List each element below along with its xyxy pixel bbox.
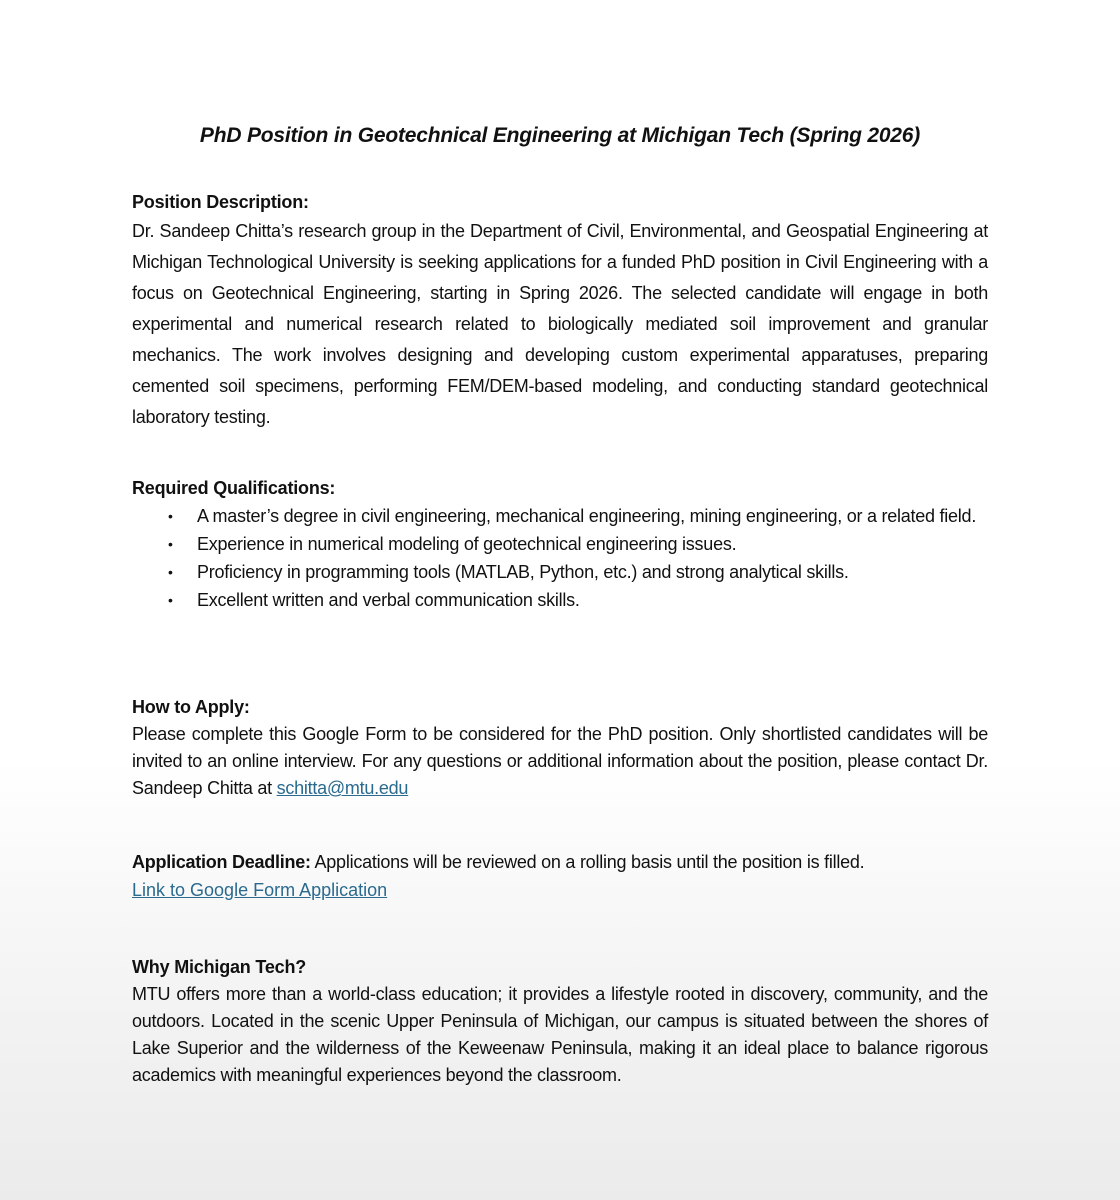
required-qualifications-heading: Required Qualifications: [132, 478, 336, 498]
qualification-text: Proficiency in programming tools (MATLAB, Python, etc.) and strong analytical skills. [197, 562, 849, 582]
required-qualifications-section [132, 474, 988, 614]
how-to-apply-text [132, 721, 988, 802]
why-michigan-tech-text: MTU offers more than a world-class education; it provides a lifestyle rooted in discovery, community, and the outdoors. Located in the scenic Upper Peninsula of Michigan, our campus is situated between the shores of Lake Superior and the wilderness of the Keweenaw Peninsula, making it an ideal place to balance rigorous academics with meaningful experiences beyond the classroom. [132, 984, 988, 1085]
why-michigan-tech-heading: Why Michigan Tech? [132, 957, 307, 977]
bullet-icon: • [168, 564, 173, 580]
application-deadline-text [132, 848, 988, 876]
how-to-apply-section [132, 693, 988, 802]
position-description-section [132, 188, 988, 433]
qualifications-list [132, 502, 988, 614]
how-to-apply-body: Please complete this Google Form to be considered for the PhD position. Only shortlisted candidates will be invited to an online interview. For any questions or additional information about the position, please contact Dr. Sandeep Chitta at [132, 724, 988, 798]
google-form-link[interactable]: Link to Google Form Application [132, 880, 388, 900]
qualification-text: Experience in numerical modeling of geotechnical engineering issues. [197, 534, 737, 554]
qualification-text: Excellent written and verbal communication skills. [197, 590, 580, 610]
application-deadline-label: Application Deadline: [132, 852, 311, 872]
application-deadline-body: Applications will be reviewed on a rolling basis until the position is filled. [310, 852, 865, 872]
qualification-item [132, 558, 988, 586]
position-description-text: Dr. Sandeep Chitta’s research group in the Department of Civil, Environmental, and Geospatial Engineering at Michigan Technological University is seeking applications for a funded PhD position in Civil Engineering with a focus on Geotechnical Engineering, starting in Spring 2026. The selected candidate will engage in both experimental and numerical research related to biologically mediated soil improvement and granular mechanics. The work involves designing and developing custom experimental apparatuses, preparing cemented soil specimens, performing FEM/DEM-based modeling, and conducting standard geotechnical laboratory testing. [132, 221, 988, 427]
how-to-apply-heading: How to Apply: [132, 697, 250, 717]
qualification-text: A master’s degree in civil engineering, mechanical engineering, mining engineering, or a related field. [197, 506, 977, 526]
qualification-item [132, 502, 988, 530]
bullet-icon: • [168, 508, 173, 524]
position-description-heading: Position Description: [132, 192, 309, 212]
qualification-item [132, 586, 988, 614]
application-deadline-section [132, 848, 988, 904]
contact-email-link[interactable]: schitta@mtu.edu [276, 778, 409, 798]
bullet-icon: • [168, 592, 173, 608]
bullet-icon: • [168, 536, 173, 552]
page-title: PhD Position in Geotechnical Engineering at Michigan Tech (Spring 2026) [199, 124, 921, 147]
why-michigan-tech-section [132, 953, 988, 1089]
qualification-item [132, 530, 988, 558]
